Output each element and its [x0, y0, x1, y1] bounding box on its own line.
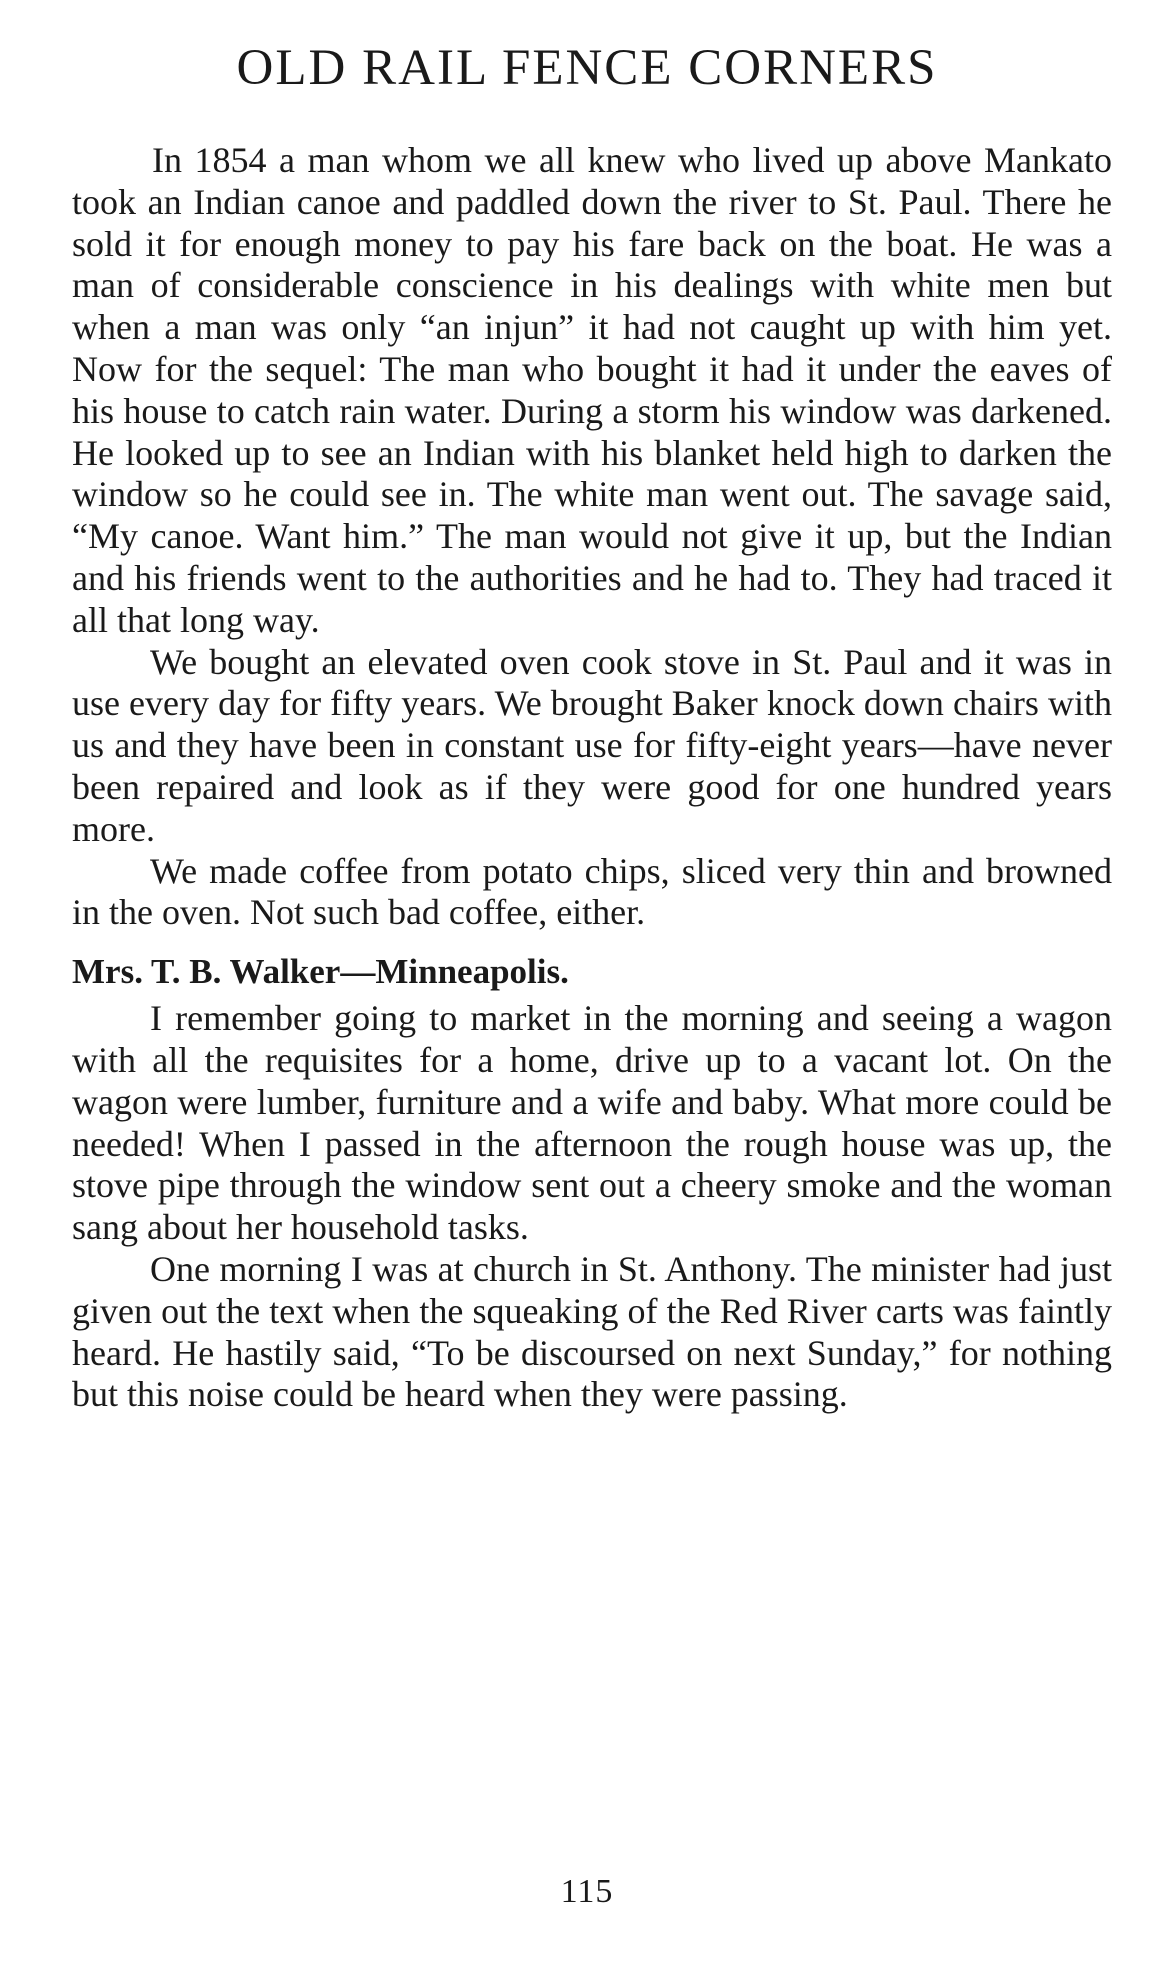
body-text — [72, 140, 1112, 1416]
running-head: OLD RAIL FENCE CORNERS — [236, 40, 938, 96]
paragraph-red-river-carts: One morning I was at church in St. Anthony. The minister had just given out the text when the squeaking of the Red River carts was faintly heard. He hastily said, “To be discoursed on next Sunday,” for nothing but this noise could be heard when they were passing. — [72, 1248, 1112, 1415]
page-number: 115 — [560, 1873, 614, 1910]
section-heading: Mrs. T. B. Walker—Minneapolis. — [72, 952, 569, 992]
paragraph-canoe-story: In 1854 a man whom we all knew who lived up above Mankato took an Indian canoe and paddled down the river to St. Paul. There he sold it for enough money to pay his fare back on the boat. He was a man of considerable conscience in his dealings with white men but when a man was only “an injun” it had not caught up with him yet. Now for the sequel: The man who bought it had it under the eaves of his house to catch rain water. During a storm his window was darkened. He looked up to see an Indian with his blanket held high to darken the window so he could see in. The white man went out. The savage said, “My canoe. Want him.” The man would not give it up, but the Indian and his friends went to the authorities and he had to. They had traced it all that long way. — [72, 140, 1112, 640]
paragraph-cook-stove: We bought an elevated oven cook stove in St. Paul and it was in use every day for fifty years. We brought Baker knock down chairs with us and they have been in constant use for fifty-eight years—have never been repaired and look as if they were good for one hundred years more. — [72, 641, 1112, 849]
paragraph-market-wagon: I remember going to market in the morning and seeing a wagon with all the requisites for a home, drive up to a vacant lot. On the wagon were lumber, furniture and a wife and baby. What more could be needed! When I passed in the afternoon the rough house was up, the stove pipe through the window sent out a cheery smoke and the woman sang about her household tasks. — [72, 998, 1112, 1248]
paragraph-potato-coffee: We made coffee from potato chips, sliced very thin and browned in the oven. Not such bad coffee, either. — [72, 850, 1112, 933]
